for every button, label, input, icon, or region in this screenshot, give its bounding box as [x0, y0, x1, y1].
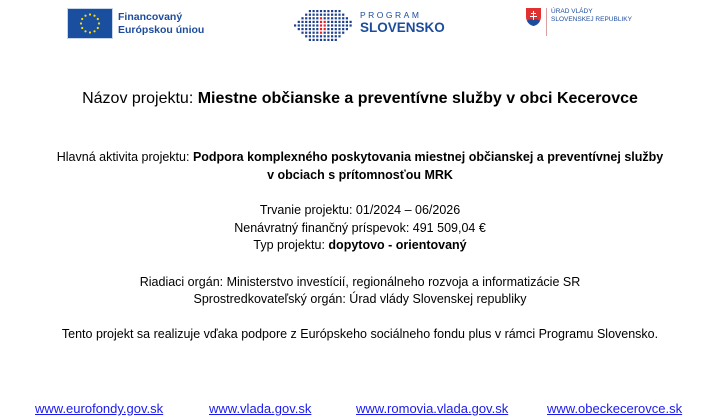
slovak-coat-of-arms-icon: [526, 8, 541, 31]
program-logo-text: [360, 10, 445, 36]
eu-logo-line2: Európskou úniou: [118, 24, 205, 36]
eu-flag-icon: [67, 8, 113, 39]
project-duration: Trvanie projektu: 01/2024 – 06/2026: [259, 203, 461, 217]
project-type-value: dopytovo - orientovaný: [328, 238, 467, 252]
urad-logo-text: [546, 8, 632, 36]
project-type-label: Typ projektu:: [253, 238, 329, 252]
project-name-label: Názov projektu:: [82, 90, 198, 107]
project-type: [0, 238, 720, 252]
main-activity: [0, 150, 720, 164]
eu-logo-line1: Financovaný: [118, 11, 183, 23]
funding-statement: Tento projekt sa realizuje vďaka podpore z Európskeho sociálneho fondu plus v rámci Programu Slovensko.: [61, 327, 659, 341]
project-grant: Nenávratný finančný príspevok: 491 509,04 €: [234, 221, 486, 235]
link-romovia[interactable]: www.romovia.vlada.gov.sk: [356, 401, 509, 416]
program-line1: PROGRAM: [360, 10, 422, 20]
project-name-value: Miestne občianske a preventívne služby v obci Kecerovce: [197, 90, 638, 107]
project-name: [0, 90, 720, 108]
eu-logo-text: [118, 11, 204, 37]
program-slovensko-icon: [292, 8, 354, 47]
main-activity-line1: Podpora komplexného poskytovania miestnej občianskej a preventívnej služby: [192, 150, 664, 164]
link-vlada[interactable]: www.vlada.gov.sk: [209, 401, 312, 416]
program-line2: SLOVENSKO: [360, 20, 445, 35]
intermediate-body: Sprostredkovateľský orgán: Úrad vlády Slovenskej republiky: [193, 292, 527, 306]
main-activity-label: Hlavná aktivita projektu:: [56, 150, 193, 164]
link-obeckecerovce[interactable]: www.obeckecerovce.sk: [547, 401, 683, 416]
main-activity-line2: v obciach s prítomnosťou MRK: [267, 168, 453, 182]
link-eurofondy[interactable]: www.eurofondy.gov.sk: [35, 401, 164, 416]
urad-line1: ÚRAD VLÁDY: [551, 8, 593, 15]
managing-authority: Riadiaci orgán: Ministerstvo investícií, regionálneho rozvoja a informatizácie SR: [139, 275, 581, 289]
urad-line2: SLOVENSKEJ REPUBLIKY: [551, 16, 632, 23]
